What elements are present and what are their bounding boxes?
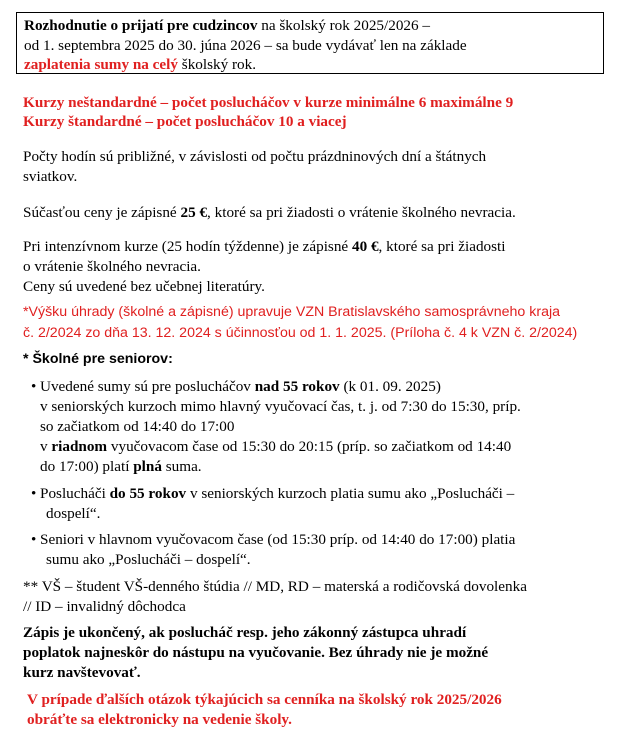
box-line-1: Rozhodnutie o prijatí pre cudzincov na školský rok 2025/2026 – — [24, 17, 430, 34]
registration-fee-note: Súčasťou ceny je zápisné 25 €, ktoré sa pri žiadosti o vrátenie školného nevracia. — [23, 204, 516, 221]
price-list-notes: Rozhodnutie o prijatí pre cudzincov na školský rok 2025/2026 – od 1. septembra 2025 do 30. júna 2026 – sa bude vydávať len na základe zaplatenia sumy na celý školský rok. Kurzy neštandardné – počet poslucháčov v kurze minimálne 6 maximálne 9 Kurzy štandardné – počet poslucháčov 10 a viacej Počty hodín sú približné, v závislosti od počtu prázdninových dní a štátnych sviatkov. Súčasťou ceny je zápisné 25 €, ktoré sa pri žiadosti o vrátenie školného nevracia. Pri intenzívnom kurze (25 hodín týždenne) je zápisné 40 €, ktoré sa pri žiadosti o vrátenie školného nevracia. Ceny sú uvedené bez učebnej literatúry. *Výšku úhrady (školné a zápisné) upravuje VZN Bratislavského samosprávneho kraja č. 2/2024 zo dňa 13. 12. 2024 s účinnosťou od 1. 1. 2025. (Príloha č. 4 k VZN č. 2/2024) * Školné pre seniorov: • Uvedené sumy sú pre poslucháčov nad 55 rokov (k 01. 09. 2025) v seniorských kurzoch mimo hlavný vyučovací čas, t. j. od 7:30 do 15:30, príp. so začiatkom od 14:40 do 17:00 v riadnom vyučovacom čase od 15:30 do 20:15 (príp. so začiatkom od 14:40 do 17:00) platí plná suma. • Poslucháči do 55 rokov v seniorských kurzoch platia sumu ako „Poslucháči – dospelí“. • Seniori v hlavnom vyučovacom čase (od 15:30 príp. od 14:40 do 17:00) platia sumu ako „Poslucháči – dospelí“. ** VŠ – študent VŠ-denného štúdia // MD, RD – materská a rodičovská dovolenka // ID – invalidný dôchodca Zápis je ukončený, ak poslucháč resp. jeho zákonný zástupca uhradí poplatok najneskôr do nástupu na vyučovanie. Bez úhrady nie je možné kurz navštevovať. V prípade ďalších otázok týkajúcich sa cenníka na školský rok 2025/2026 obráťte sa elektronicky na vedenie školy. — [0, 0, 635, 746]
intensive-course-note: Pri intenzívnom kurze (25 hodín týždenne) je zápisné 40 €, ktoré sa pri žiadosti o vrátenie školného nevracia. Ceny sú uvedené bez učebnej literatúry. — [23, 238, 506, 295]
contact-note: V prípade ďalších otázok týkajúcich sa cenníka na školský rok 2025/2026 obráťte sa elektronicky na vedenie školy. — [27, 691, 502, 728]
box-line-3: zaplatenia sumy na celý školský rok. — [24, 56, 257, 73]
standard-courses-line: Kurzy štandardné – počet poslucháčov 10 a viacej — [23, 113, 347, 130]
nonstandard-courses-line: Kurzy neštandardné – počet poslucháčov v kurze minimálne 6 maximálne 9 — [23, 94, 514, 111]
hours-note: Počty hodín sú približné, v závislosti od počtu prázdninových dní a štátnych sviatkov. — [23, 148, 487, 185]
vzn-regulation-note: *Výšku úhrady (školné a zápisné) upravuje VZN Bratislavského samosprávneho kraja č. 2/2024 zo dňa 13. 12. 2024 s účinnosťou od 1. 1. 2025. (Príloha č. 4 k VZN č. 2/2024) — [23, 304, 578, 341]
abbreviations-note: ** VŠ – študent VŠ-denného štúdia // MD, RD – materská a rodičovská dovolenka // ID – invalidný dôchodca — [23, 578, 527, 615]
enrollment-payment-note: Zápis je ukončený, ak poslucháč resp. jeho zákonný zástupca uhradí poplatok najneskôr do nástupu na vyučovanie. Bez úhrady nie je možné kurz navštevovať. — [23, 624, 489, 681]
foreigners-admission-box — [16, 12, 604, 74]
box-line-2: od 1. septembra 2025 do 30. júna 2026 – sa bude vydávať len na základe — [24, 36, 467, 54]
seniors-heading: * Školné pre seniorov: — [23, 351, 173, 367]
